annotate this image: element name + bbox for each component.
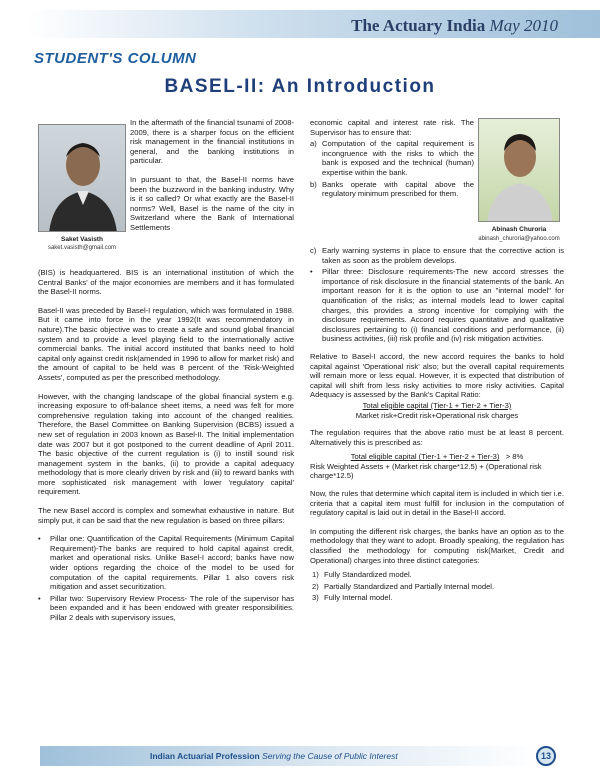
- author-email-left: saket.vasisth@gmail.com: [47, 245, 117, 251]
- list-item: a) Computation of the capital requirement is incongruence with the risks to which the bank is exposed and the technical (human) expertise within the bank.: [310, 139, 474, 177]
- magazine-name: The Actuary India: [351, 16, 486, 35]
- paragraph-basel-name-a: In pursuant to that, the Basel-II norms have been the buzzword in the banking industry. Why is it so called? Or what exactly are the Basel-II norms? Well, Basel is the name of the city in Switzerland where the Bank of International Settlements: [130, 174, 294, 232]
- right-column-top: [310, 118, 474, 201]
- article-title: BASEL-II: An Introduction: [164, 76, 436, 97]
- formula2-denominator: Risk Weighted Assets + (Market risk charge*12.5) + (Operational risk charge*12.5): [310, 461, 542, 481]
- magazine-title: [351, 16, 558, 36]
- formula-numerator: Total eligible capital (Tier-1 + Tier-2 + Tier-3): [362, 400, 512, 410]
- list-item: 1) Fully Standardized model.: [312, 570, 412, 580]
- formula2-threshold: > 8%: [505, 452, 524, 462]
- list-item: b) Banks operate with capital above the regulatory minimum prescribed for them.: [310, 179, 474, 199]
- paragraph-methodology: In computing the different risk charges, the banks have an option as to the methodology that they want to adopt. Broadly speaking, the regulation has classified the methodology for computing risk(Market, Credit and Operational) charges into three distinct categories:: [310, 526, 564, 565]
- paragraph-supervisor: economic capital and interest rate risk. The Supervisor has to ensure that:: [310, 118, 474, 137]
- formula2-numerator: Total eligible capital (Tier-1 + Tier-2 + Tier-3): [350, 452, 500, 462]
- pillar-three-text: Pillar three: Disclosure requirements-The new accord stresses the importance of risk disclosure in the financial statements of the bank. An important reason for it is the option to use an "internal model" for quantification of the risks; as internal models lead to lower capital charges, this provides a strong incentive for complying with the disclosure requirements. Accord requires quantitative and qualitative disclosures pertaining to (i) financial conditions and performance, (ii) business activities, (iii) risk profile and (iv) risk mitigation activities.: [322, 267, 564, 344]
- paragraph-basel-ii: However, with the changing landscape of the global financial system e.g. increasing exposure to off-balance sheet items, a need was felt for more comprehensive regulation taking into account of the changed realities. Therefore, the Basel Committee on Banking Supervision (BCBS) issued a new set of regulation in 2003 known as Basel-II. The Initial implementation date was 2007 but it got postponed to the current deadline of April 2011. The basic objective of the current regulation is (i) to instill sound risk management system in the banks, (ii) to provide a capital adequacy methodology that is more clearly driven by risk and (iii) to reward banks with more sophisticated risk management with lower 'regulatory capital' requirement.: [38, 391, 294, 497]
- list-item: 3) Fully Internal model.: [312, 593, 393, 603]
- paragraph-three-pillars: The new Basel accord is complex and somewhat exhaustive in nature. But simply put, it can be said that the new regulation is based on three pillars:: [38, 506, 294, 525]
- formula-denominator: Market risk+Credit risk+Operational risk charges: [355, 410, 519, 420]
- pillars-list: [38, 534, 294, 622]
- list-item: c) Early warning systems in place to ensure that the corrective action is taken as soon as the problem develops.: [310, 246, 564, 265]
- paragraph-basel-name-b: (BIS) is headquartered. BIS is an international institution of which the Central Banks' of the major economies are members and it has formulated the Basel-II norms.: [38, 268, 294, 297]
- author-photo-abinash: [478, 118, 560, 222]
- pillar-two-text: Pillar two: Supervisory Review Process- The role of the supervisor has been expanded and it has been endowed with greater responsibilities. Pillar 2 deals with supervisory issues,: [50, 593, 294, 622]
- list-item: • Pillar one: Quantification of the Capital Requirements (Minimum Capital Requirement)-The banks are required to hold capital against credit, market and operational risks. Unlike Basel-I accord; banks have now wider options regarding the choice of the model to be used for computation of the capital requirements. Pillar 1 also covers risk mitigation and asset securitization.: [38, 534, 294, 592]
- footer-text: [150, 751, 398, 761]
- right-column-body: [310, 246, 564, 605]
- author-name-left: Saket Vasisth: [61, 236, 103, 243]
- list-item: • Pillar three: Disclosure requirements-The new accord stresses the importance of risk disclosure in the financial statements of the bank. An important reason for it is the option to use an "internal model" for quantification of the risks; as internal models lead to lower capital charges, this provides a strong incentive for complying with the disclosure requirements. Accord requires quantitative and qualitative disclosures pertaining to (i) financial conditions and performance, (ii) business activities, (iii) risk profile and (iv) risk mitigation activities.: [310, 267, 564, 344]
- column-label: STUDENT'S COLUMN: [34, 50, 197, 67]
- pillar-one-text: Pillar one: Quantification of the Capital Requirements (Minimum Capital Requirement)-The banks are required to hold capital against credit, market and operational risks. Unlike Basel-I accord; banks have now wider options regarding the choice of the model to be used for computation of the capital requirements. Pillar 1 also covers risk mitigation and asset securitization.: [50, 534, 294, 592]
- footer-org: Indian Actuarial Profession: [150, 751, 260, 761]
- paragraph-eight-percent: The regulation requires that the above ratio must be at least 8 percent. Alternatively this is prescribed as:: [310, 428, 564, 447]
- left-column-body: [38, 268, 294, 625]
- page-footer: [0, 742, 600, 770]
- author-email-right: abinash_churoria@yahoo.com: [478, 236, 560, 242]
- paragraph-basel-i: Basel-II was preceded by Basel-I regulation, which was formulated in 1988. But it came into force in the year 1992(It was recommendatory in nature).The basic objective was to create a safe and sound global financial system and to provide a level playing field to the internationally active commercial banks. The initial accord instituted that banks need to hold capital only against credit risk(amended in 1996 to allow for market risk) and the amount of capital to be held was 8 percent of the 'Risk-Weighted Assets', computed as per the prescribed methodology.: [38, 305, 294, 382]
- paragraph-intro: In the aftermath of the financial tsunami of 2008-2009, there is a sharper focus on the efficient risk management in the financial institutions in general, and the banking institutions in particular.: [130, 118, 294, 166]
- capital-ratio-formula: [310, 401, 564, 420]
- author-photo-saket: [38, 124, 126, 232]
- page-number: 13: [536, 746, 556, 766]
- paragraph-tiers: Now, the rules that determine which capital item is included in which tier i.e. criteria that a capital item must fulfill for inclusion in the computation of regulatory capital is laid out in detail in the Basel-II accord.: [310, 489, 564, 518]
- footer-tagline: Serving the Cause of Public Interest: [262, 751, 398, 761]
- alt-capital-formula: [310, 452, 564, 481]
- supervisor-list: [310, 139, 474, 199]
- author-name-right: Abinash Churoria: [491, 226, 547, 233]
- approaches-list: [310, 570, 564, 603]
- paragraph-capital-ratio: Relative to Basel-I accord, the new accord requires the banks to hold capital against 'Operational risk' also; but the overall capital requirements will remain more or less equal. However, it is expected that distribution of capital will shift from less risky activities to more risky activities. Capital Adequacy is assessed by the Bank's Capital Ratio:: [310, 351, 564, 400]
- list-item: 2) Partially Standardized and Partially Internal model.: [312, 581, 495, 591]
- list-item: • Pillar two: Supervisory Review Process- The role of the supervisor has been expanded and it has been endowed with greater responsibilities. Pillar 2 deals with supervisory issues,: [38, 593, 294, 622]
- page-header: [0, 0, 600, 40]
- supervisor-list-cont: [310, 246, 564, 344]
- intro-block: [130, 118, 294, 233]
- issue-date: May 2010: [489, 16, 558, 35]
